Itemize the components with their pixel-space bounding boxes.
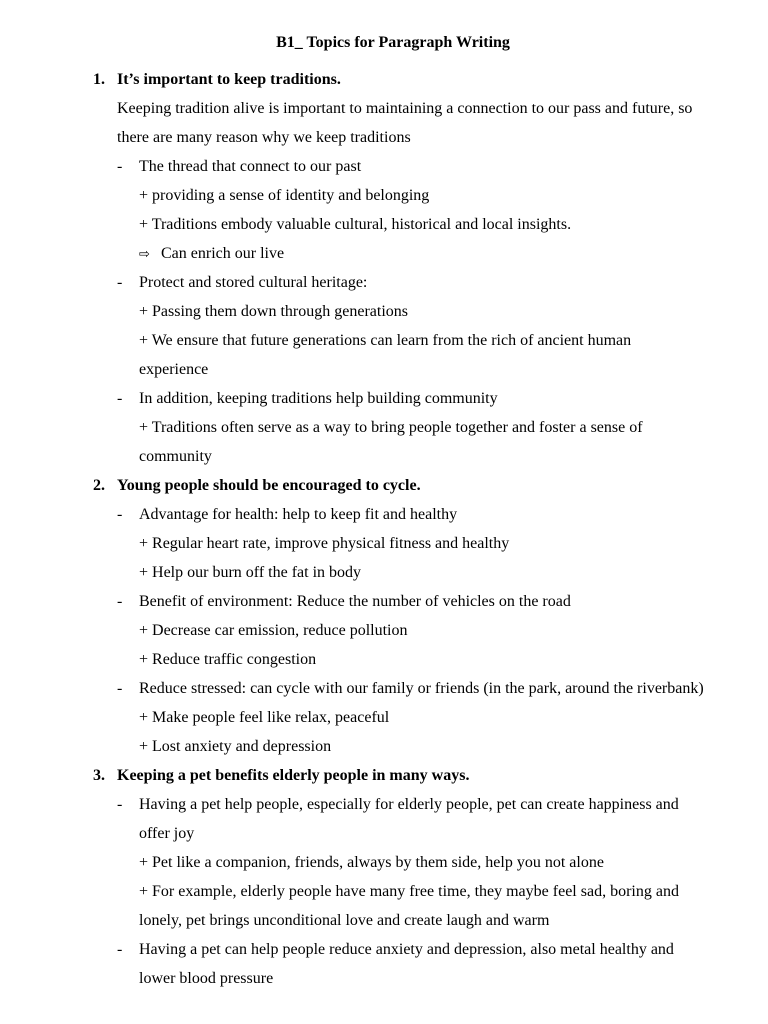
sub-point-text: + Passing them down through generations bbox=[139, 303, 408, 320]
section-heading: It’s important to keep traditions. bbox=[117, 71, 341, 88]
section-heading: Keeping a pet benefits elderly people in many ways. bbox=[117, 767, 470, 784]
list-dash: - bbox=[117, 680, 123, 697]
list-item-text: Having a pet can help people reduce anxiety and depression, also metal healthy and bbox=[139, 941, 674, 958]
sub-point-text: + We ensure that future generations can learn from the rich of ancient human bbox=[139, 332, 632, 349]
list-item-text: Reduce stressed: can cycle with our family or friends (in the park, around the riverbank) bbox=[139, 680, 704, 697]
paragraph-text: Keeping tradition alive is important to maintaining a connection to our pass and future, so bbox=[117, 100, 693, 117]
sub-point-text: lonely, pet brings unconditional love and create laugh and warm bbox=[139, 912, 550, 929]
sub-point-text: + Help our burn off the fat in body bbox=[139, 564, 362, 581]
sub-point-text: + For example, elderly people have many free time, they maybe feel sad, boring and bbox=[139, 883, 679, 900]
list-item-text: The thread that connect to our past bbox=[139, 158, 362, 175]
list-dash: - bbox=[117, 390, 123, 407]
list-dash: - bbox=[117, 593, 123, 610]
sub-point-text: experience bbox=[139, 361, 209, 378]
sub-point-text: + Lost anxiety and depression bbox=[139, 738, 332, 755]
list-item-text: Benefit of environment: Reduce the number of vehicles on the road bbox=[139, 593, 571, 610]
sub-point-text: + Traditions embody valuable cultural, historical and local insights. bbox=[139, 216, 572, 233]
list-dash: - bbox=[117, 941, 123, 958]
section-number: 3. bbox=[93, 767, 105, 784]
sub-point-text: + Reduce traffic congestion bbox=[139, 651, 317, 668]
conclusion-text: Can enrich our live bbox=[161, 245, 285, 262]
list-item-text: In addition, keeping traditions help building community bbox=[139, 390, 498, 407]
sub-point-text: community bbox=[139, 448, 212, 465]
list-dash: - bbox=[117, 796, 123, 813]
sub-point-text: + Make people feel like relax, peaceful bbox=[139, 709, 390, 726]
list-item-text: offer joy bbox=[139, 825, 195, 842]
list-dash: - bbox=[117, 158, 123, 175]
paragraph-text: there are many reason why we keep traditions bbox=[117, 129, 411, 146]
sub-point-text: + providing a sense of identity and belonging bbox=[139, 187, 430, 204]
section-heading: Young people should be encouraged to cycle. bbox=[117, 477, 421, 494]
list-item-text: lower blood pressure bbox=[139, 970, 274, 987]
sub-point-text: + Decrease car emission, reduce pollution bbox=[139, 622, 408, 639]
list-dash: - bbox=[117, 274, 123, 291]
list-item-text: Advantage for health: help to keep fit and healthy bbox=[139, 506, 458, 523]
sub-point-text: + Regular heart rate, improve physical fitness and healthy bbox=[139, 535, 510, 552]
document-title: B1_ Topics for Paragraph Writing bbox=[276, 34, 510, 51]
list-dash: - bbox=[117, 506, 123, 523]
list-item-text: Protect and stored cultural heritage: bbox=[139, 274, 368, 291]
section-number: 1. bbox=[93, 71, 105, 88]
arrow-right-icon: ⇨ bbox=[139, 247, 150, 262]
section-number: 2. bbox=[93, 477, 105, 494]
sub-point-text: + Pet like a companion, friends, always by them side, help you not alone bbox=[139, 854, 604, 871]
list-item-text: Having a pet help people, especially for elderly people, pet can create happiness and bbox=[139, 796, 679, 813]
sub-point-text: + Traditions often serve as a way to bring people together and foster a sense of bbox=[139, 419, 643, 436]
